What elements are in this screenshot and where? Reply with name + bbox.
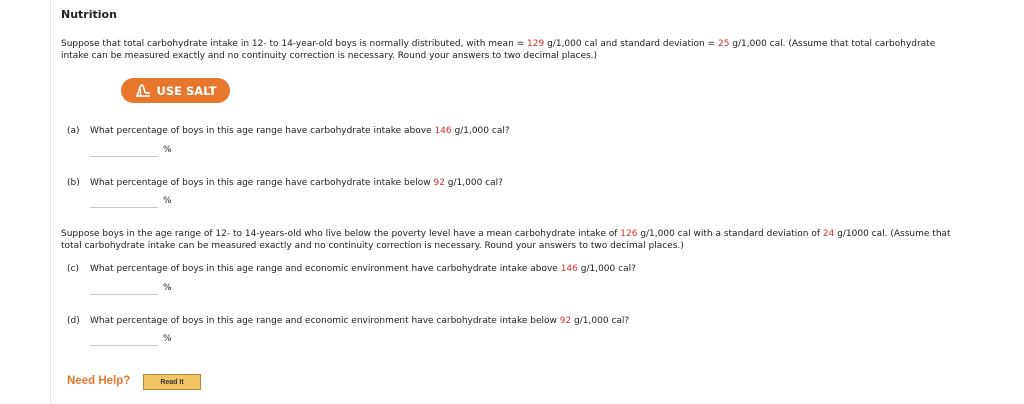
percent-unit-c: % <box>163 283 172 293</box>
question-d: (d) What percentage of boys in this age range and economic environment have carbohydrate intake below 92 g/1,000 cal? <box>67 316 630 326</box>
second-line-1: Suppose boys in the age range of 12- to 14-years-old who live below the poverty level have a mean carbohydrate intake of 126 g/1,000 cal with a standard deviation of 24 g/1000 cal. (Assume that <box>61 229 951 239</box>
percent-unit-a: % <box>163 145 172 155</box>
answer-input-b[interactable] <box>90 196 158 208</box>
intro-paragraph <box>61 38 935 62</box>
intro-line-1: Suppose that total carbohydrate intake in 12- to 14-year-old boys is normally distributed, with mean = 129 g/1,000 cal and standard deviation = 25 g/1,000 cal. (Assume that total carbohydrate <box>61 39 936 49</box>
mean-value: 129 <box>527 39 545 49</box>
second-paragraph <box>61 228 951 252</box>
read-it-button[interactable]: Read It <box>143 374 201 390</box>
use-salt-label: USE SALT <box>156 83 217 98</box>
need-help-label: Need Help? <box>67 375 131 387</box>
answer-input-c[interactable] <box>90 283 158 295</box>
salt-curve-icon <box>135 84 151 97</box>
percent-unit-b: % <box>163 196 172 206</box>
intro-line-2: intake can be measured exactly and no continuity correction is necessary. Round your answers to two decimal places.) <box>61 51 598 61</box>
sd-value: 25 <box>717 39 730 49</box>
question-b: (b) What percentage of boys in this age range have carbohydrate intake below 92 g/1,000 cal? <box>67 178 503 188</box>
second-mean-value: 126 <box>620 229 638 239</box>
second-sd-value: 24 <box>822 229 835 239</box>
use-salt-button[interactable] <box>121 78 230 103</box>
second-line-2: total carbohydrate intake can be measured exactly and no continuity correction is necessary. Round your answers to two decimal places.) <box>61 241 684 251</box>
percent-unit-d: % <box>163 334 172 344</box>
question-c: (c) What percentage of boys in this age range and economic environment have carbohydrate intake above 146 g/1,000 cal? <box>67 264 636 274</box>
left-border <box>50 0 51 404</box>
answer-input-a[interactable] <box>90 145 158 157</box>
answer-input-d[interactable] <box>90 334 158 346</box>
page-title: Nutrition <box>61 8 117 21</box>
question-a: (a) What percentage of boys in this age range have carbohydrate intake above 146 g/1,000 cal? <box>67 126 510 136</box>
